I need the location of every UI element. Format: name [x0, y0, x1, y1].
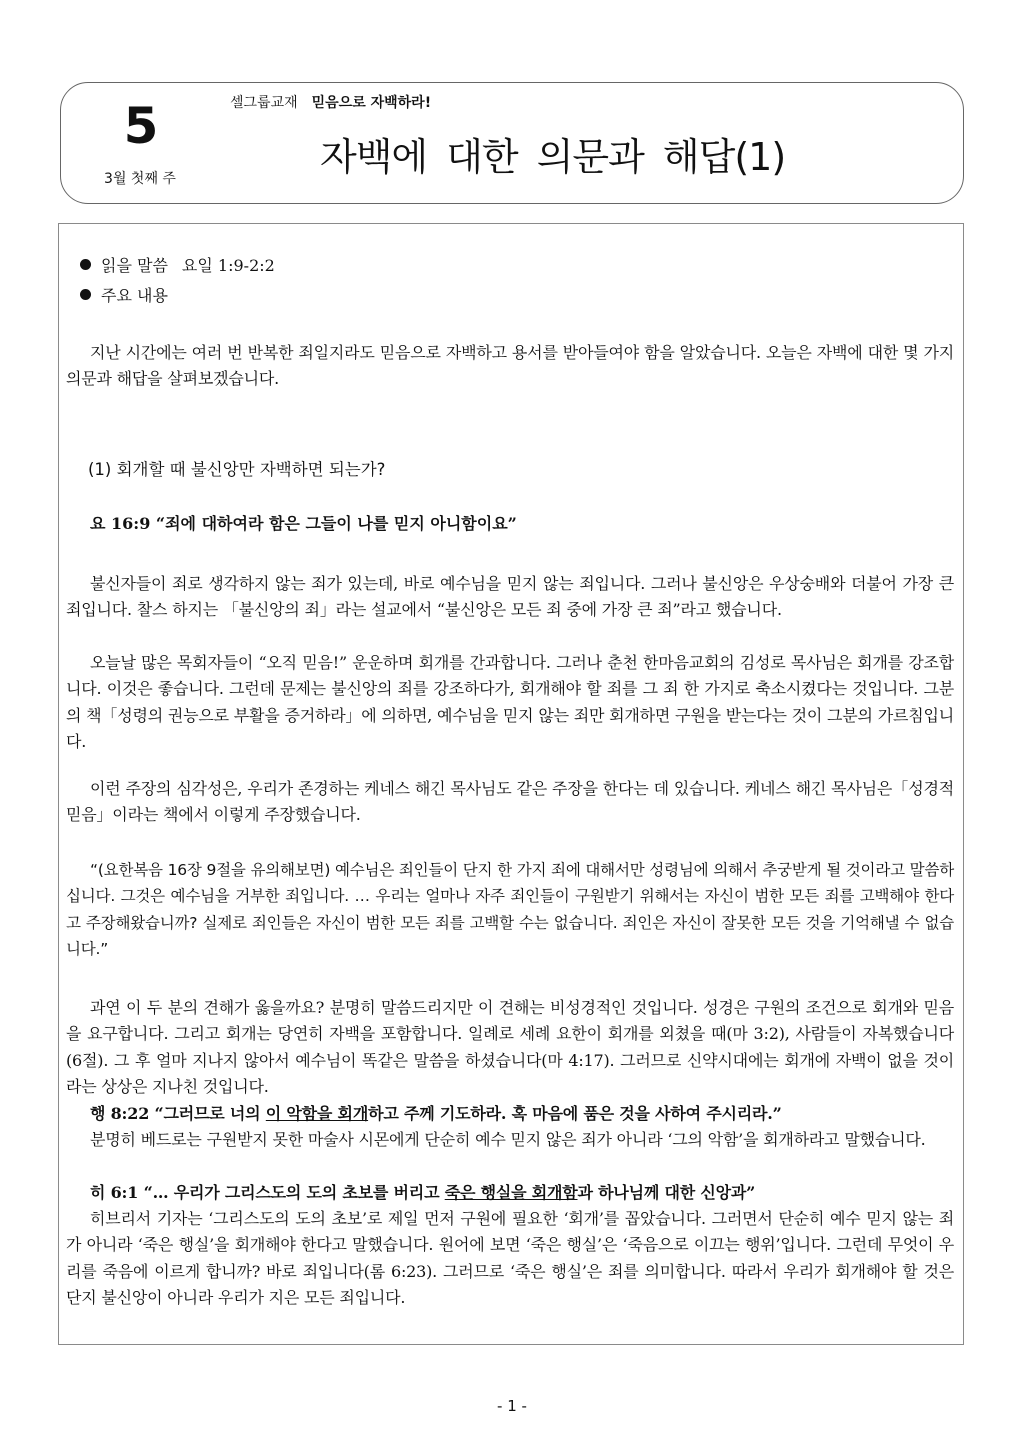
paragraph-peter: 분명히 베드로는 구원받지 못한 마술사 시몬에게 단순히 예수 믿지 않은 죄가 아니라 ‘그의 악함’을 회개하라고 말했습니다. — [90, 1130, 926, 1149]
reading-label: 읽을 말씀 — [101, 256, 168, 275]
bullet-icon — [80, 289, 91, 300]
content-label: 주요 내용 — [101, 286, 168, 305]
page-title: 자백에 대한 의문과 해답(1) — [320, 135, 786, 179]
hagin-quote: “(요한복음 16장 9절을 유의해보면) 예수님은 죄인들이 단지 한 가지 죄에 대해서만 성령님에 의해서 추궁받게 될 것이라고 말씀하십니다. 그것은 예수님을 거부한 죄입니다. … 우리는 얼마나 자주 죄인들이 구원받기 위해서는 자신이 범한 모든 죄를 고백해야 한다고 주장해왔습니까? 실제로 죄인들은 자신이 범한 모든 죄를 고백할 수는 없습니다. 죄인은 자신이 잘못한 모든 것을 기억해낼 수 없습니다.” — [66, 861, 954, 958]
reading-reference: 요일 1:9-2:2 — [181, 256, 275, 275]
content-line — [80, 285, 168, 307]
paragraph-hagin: 이런 주장의 심각성은, 우리가 존경하는 케네스 해긴 목사님도 같은 주장을 한다는 데 있습니다. 케네스 해긴 목사님은「성경적 믿음」이라는 책에서 이렇게 주장했습니다. — [66, 779, 954, 825]
paragraph-rebuttal: 과연 이 두 분의 견해가 옳을까요? 분명히 말씀드리지만 이 견해는 비성경적인 것입니다. 성경은 구원의 조건으로 회개와 믿음을 요구합니다. 그리고 회개는 당연히 자백을 포함합니다. 일례로 세례 요한이 회개를 외쳤을 때(마 3:2), 사람들이 자복했습니다(6절). 그 후 얼마 지나지 않아서 예수님이 똑같은 말씀을 하셨습니다(마 4:17). 그러므로 신약시대에는 회개에 자백이 없을 것이라는 상상은 지나친 것입니다. — [66, 998, 954, 1096]
verse-acts-8-22: 행 8:22 “그러므로 너의 이 악함을 회개하고 주께 기도하라. 혹 마음에 품은 것을 사하여 주시리라.” — [90, 1104, 782, 1123]
section-heading: (1) 회개할 때 불신앙만 자백하면 되는가? — [88, 460, 386, 479]
page-number: - 1 - — [497, 1397, 527, 1415]
intro-paragraph: 지난 시간에는 여러 번 반복한 죄일지라도 믿음으로 자백하고 용서를 받아들여야 함을 알았습니다. 오늘은 자백에 대한 몇 가지 의문과 해답을 살펴보겠습니다. — [66, 343, 954, 389]
verse-john-16-9: 요 16:9 “죄에 대하여라 함은 그들이 나를 믿지 아니함이요” — [90, 514, 517, 533]
series-label: 셀그룹교재 — [230, 95, 298, 111]
lesson-number: 5 — [123, 97, 157, 155]
bullet-icon — [80, 259, 91, 270]
reading-line — [80, 255, 275, 277]
paragraph-pastors: 오늘날 많은 목회자들이 “오직 믿음!” 운운하며 회개를 간과합니다. 그러나 춘천 한마음교회의 김성로 목사님은 회개를 강조합니다. 이것은 좋습니다. 그런데 문제는 불신앙의 죄를 강조하다가, 회개해야 할 죄를 그 죄 한 가지로 축소시켰다는 것입니다. 그분의 책「성령의 권능으로 부활을 증거하라」에 의하면, 예수님을 믿지 않는 죄만 회개하면 구원을 받는다는 것이 그분의 가르침입니다. — [66, 653, 954, 751]
paragraph-hebrews: 히브리서 기자는 ‘그리스도의 도의 초보’로 제일 먼저 구원에 필요한 ‘회개’를 꼽았습니다. 그러면서 단순히 예수 믿지 않는 죄가 아니라 ‘죽은 행실’을 회개해야 한다고 말했습니다. 원어에 보면 ‘죽은 행실’은 ‘죽음으로 이끄는 행위’입니다. 그런데 무엇이 우리를 죽음에 이르게 합니까? 바로 죄입니다(롬 6:23). 그러므로 ‘죽은 행실’은 죄를 의미합니다. 따라서 우리가 회개해야 할 것은 단지 불신앙이 아니라 우리가 지은 모든 죄입니다. — [66, 1209, 954, 1307]
paragraph-unbelief: 불신자들이 죄로 생각하지 않는 죄가 있는데, 바로 예수님을 믿지 않는 죄입니다. 그러나 불신앙은 우상숭배와 더불어 가장 큰 죄입니다. 찰스 하지는 「불신앙의 죄」라는 설교에서 “불신앙은 모든 죄 중에 가장 큰 죄”라고 했습니다. — [66, 574, 954, 620]
verse-hebrews-6-1: 히 6:1 “… 우리가 그리스도의 도의 초보를 버리고 죽은 행실을 회개함과 하나님께 대한 신앙과” — [90, 1183, 756, 1202]
lesson-week: 3월 첫째 주 — [104, 171, 176, 187]
series-line — [230, 94, 431, 112]
series-book-title: 믿음으로 자백하라! — [311, 95, 432, 111]
